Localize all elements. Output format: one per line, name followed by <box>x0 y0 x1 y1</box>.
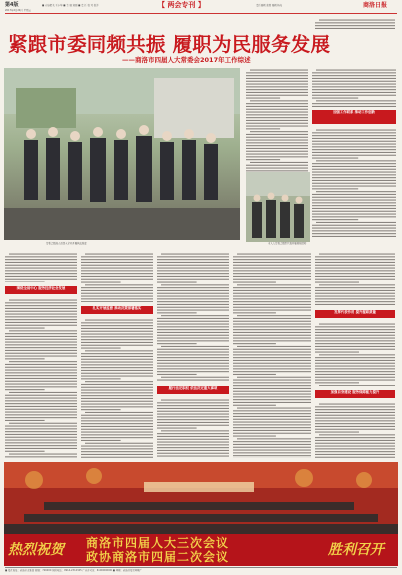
body-text-column <box>5 298 77 458</box>
banner-left-slogan: 热烈祝贺 <box>8 542 64 558</box>
text-lines <box>5 252 77 282</box>
text-lines <box>315 322 395 386</box>
text-lines <box>233 252 311 458</box>
body-text-column <box>81 318 153 458</box>
body-text-column <box>157 252 229 382</box>
decorative-photo-band <box>4 462 398 534</box>
right-info: 责任编辑 张燕 编辑 杨光 <box>256 4 283 7</box>
subhead-text: 扎实开展监督 推动决策部署落实 <box>92 306 142 310</box>
text-lines <box>312 128 396 238</box>
sub-headline: ——商洛市四届人大常委会2017年工作综述 <box>122 56 251 64</box>
header-rule <box>5 13 397 14</box>
photo-leaders-inspection <box>4 68 240 240</box>
subhead-banner <box>81 306 153 314</box>
date-line: 2017年2月24日 星期五 <box>5 9 31 12</box>
text-lines <box>5 298 77 458</box>
subhead-text: 履行法定职权 依法决定重大事项 <box>168 386 218 390</box>
body-text-column <box>312 68 396 108</box>
photo-right-caption: 市人大常委会组织代表开展视察活动 <box>268 242 307 245</box>
body-text-column <box>5 252 77 282</box>
body-text-column <box>157 398 229 458</box>
nav-links: ■ 内容把关 王小华 ■ 美 编 刘丽 ■ 责 任 校 对 张洋 <box>42 4 99 7</box>
subhead-text: 围绕全局中心 服务经济社会发展 <box>16 286 66 290</box>
text-lines <box>81 252 153 302</box>
banner-line-1: 商洛市四届人大三次会议 <box>86 536 230 550</box>
body-text-column <box>315 402 395 458</box>
subhead-banner <box>5 286 77 294</box>
body-text-column <box>315 18 395 30</box>
body-text-column <box>315 322 395 386</box>
subhead-banner <box>315 390 395 398</box>
text-lines <box>312 68 396 108</box>
subhead-text: 发挥代表作用 提升履职质量 <box>334 310 376 314</box>
page-number: 第4版 <box>5 2 19 8</box>
section-label: 【 两会专刊 】 <box>158 1 205 9</box>
masthead-logo: 商洛日报 <box>363 2 388 9</box>
text-lines <box>157 398 229 458</box>
subhead-text: 加强工作联系 推动工作创新 <box>333 110 375 114</box>
footer-info: ■ 报社地址：商洛市北新街 邮编：726000 值班电话：0914-2312345 广告许可证：6100000000 ■ 印刷：商洛日报社印刷厂 <box>5 569 143 572</box>
body-text-column <box>315 252 395 306</box>
photo-deputies-visit <box>246 172 310 242</box>
photo-left-caption: 常委会组成人员深入企业开展执法检查 <box>46 242 87 245</box>
text-lines <box>315 18 395 30</box>
main-headline: 紧跟市委同频共振 履职为民服务发展 <box>8 33 331 56</box>
banner-right-slogan: 胜利召开 <box>328 542 384 558</box>
text-lines <box>81 318 153 458</box>
text-lines <box>315 402 395 458</box>
text-lines <box>157 252 229 382</box>
body-text-column <box>312 128 396 238</box>
subhead-banner <box>315 310 395 318</box>
subhead-banner <box>312 110 396 124</box>
body-text-column <box>81 252 153 302</box>
text-lines <box>315 252 395 306</box>
body-text-column <box>233 252 311 458</box>
banner-line-2: 政协商洛市四届二次会议 <box>86 550 230 564</box>
congrats-banner <box>4 534 398 566</box>
subhead-text: 加强自身建设 服务保障能力提升 <box>330 390 380 394</box>
footer-rule <box>5 567 397 568</box>
subhead-banner <box>157 386 229 394</box>
